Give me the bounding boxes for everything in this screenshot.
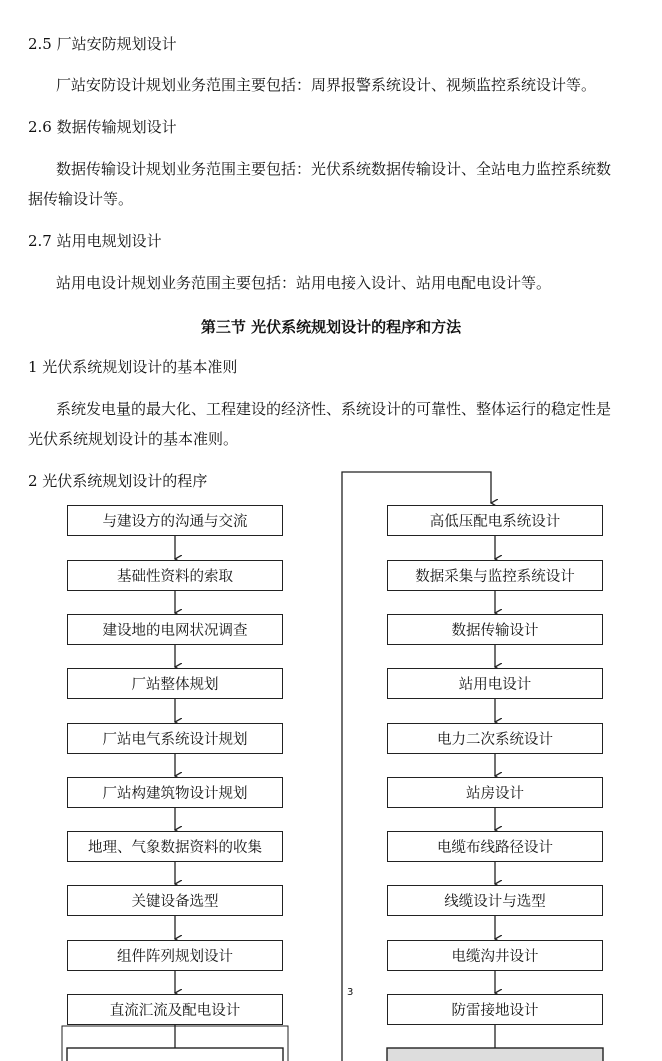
flow-right-box-3: 数据传输设计	[387, 614, 603, 645]
page-number: 3	[347, 987, 354, 998]
principle-body-line1: 系统发电量的最大化、工程建设的经济性、系统设计的可靠性、整体运行的稳定性是	[56, 400, 612, 418]
section-2-7-body: 站用电设计规划业务范围主要包括：站用电接入设计、站用电配电设计等。	[56, 274, 552, 292]
flow-right-box-6: 站房设计	[387, 777, 603, 808]
section-2-6-heading: 2.6 数据传输规划设计	[28, 118, 177, 136]
flow-right-box-2: 数据采集与监控系统设计	[387, 560, 603, 591]
section-2-6-body-line2: 据传输设计等。	[28, 190, 134, 208]
flow-right-box-7: 电缆布线路径设计	[387, 831, 603, 862]
section-2-6-body-line1: 数据传输设计规划业务范围主要包括：光伏系统数据传输设计、全站电力监控系统数	[56, 160, 612, 178]
flow-left-box-7: 地理、气象数据资料的收集	[67, 831, 283, 862]
flow-right-box-4: 站用电设计	[387, 668, 603, 699]
flow-right-partial-box	[387, 1048, 603, 1061]
flow-right-box-1: 高低压配电系统设计	[387, 505, 603, 536]
flow-right-box-10: 防雷接地设计	[387, 994, 603, 1025]
flow-left-partial-box	[67, 1048, 283, 1061]
section-2-5-body: 厂站安防设计规划业务范围主要包括：周界报警系统设计、视频监控系统设计等。	[56, 76, 597, 94]
flow-right-box-9: 电缆沟井设计	[387, 940, 603, 971]
flow-left-box-4: 厂站整体规划	[67, 668, 283, 699]
flow-left-box-3: 建设地的电网状况调查	[67, 614, 283, 645]
flow-left-box-8: 关键设备选型	[67, 885, 283, 916]
procedure-heading: 2 光伏系统规划设计的程序	[28, 472, 208, 490]
principle-body-line2: 光伏系统规划设计的基本准则。	[28, 430, 239, 448]
flow-left-box-5: 厂站电气系统设计规划	[67, 723, 283, 754]
chapter-title: 第三节 光伏系统规划设计的程序和方法	[200, 318, 462, 336]
flow-right-box-8: 线缆设计与选型	[387, 885, 603, 916]
section-2-7-heading: 2.7 站用电规划设计	[28, 232, 162, 250]
section-2-5-heading: 2.5 厂站安防规划设计	[28, 35, 177, 53]
flow-left-box-6: 厂站构建筑物设计规划	[67, 777, 283, 808]
flow-left-box-2: 基础性资料的索取	[67, 560, 283, 591]
flow-right-box-5: 电力二次系统设计	[387, 723, 603, 754]
flow-left-box-9: 组件阵列规划设计	[67, 940, 283, 971]
flow-left-box-10: 直流汇流及配电设计	[67, 994, 283, 1025]
principle-heading: 1 光伏系统规划设计的基本准则	[28, 358, 238, 376]
flow-left-box-1: 与建设方的沟通与交流	[67, 505, 283, 536]
